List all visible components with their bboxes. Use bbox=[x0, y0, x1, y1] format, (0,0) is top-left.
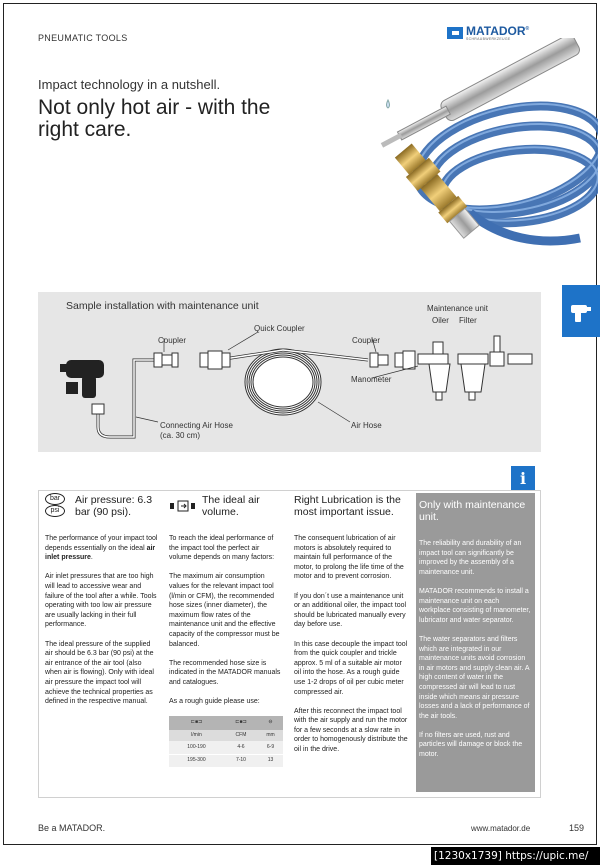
brand-logo-icon bbox=[447, 27, 463, 39]
impact-wrench-tab-icon[interactable] bbox=[562, 285, 600, 337]
air-pressure-paragraph: The ideal pressure of the supplied air should be 6.3 bar (90 psi) at the air entrance of the air tool (also when air is flowing). Only with ideal air pressure the impact tool will achieve the technical properties as defined in the respective manual. bbox=[45, 640, 154, 706]
lubrication-column bbox=[294, 492, 410, 764]
label-filter: Filter bbox=[459, 316, 477, 325]
air-volume-paragraph: The maximum air consumption values for the relevant impact tool (l/min or CFM), the recommended hose sizes (inner diameter), the maximum flow rates of the maintenance unit and the effective capacity of the compressor must be balanced. bbox=[169, 573, 280, 648]
air-pressure-paragraph: Air inlet pressures that are too high will lead to accessive wear and failure of the tool after a while. Tools operating with too low air pressure are usually lacking in their full performance. bbox=[45, 573, 157, 629]
brand-name: MATADOR bbox=[466, 24, 526, 38]
lubrication-paragraph: In this case decouple the impact tool from the quick coupler and trickle approx. 5 ml of a suitable air motor oil into the hose. As a rough guide use 1-2 drops of oil per cubic meter compressed air. bbox=[294, 640, 408, 696]
label-connecting-hose-length: (ca. 30 cm) bbox=[160, 431, 201, 440]
hose-size-table bbox=[169, 716, 283, 768]
maintenance-paragraph: The reliability and durability of an impact tool can significantly be improved by the assembly of a maintenance unit. bbox=[419, 540, 522, 576]
brand-subtitle: SCHRAUBWERKZEUGE bbox=[466, 37, 511, 41]
air-pressure-intro: The performance of your impact tool depends essentially on the ideal air inlet pressure. bbox=[45, 535, 158, 562]
air-volume-icon bbox=[169, 498, 197, 514]
footer-url-link[interactable]: www.matador.de bbox=[471, 824, 531, 833]
blow-gun-hose-image bbox=[330, 38, 598, 270]
air-volume-column bbox=[169, 492, 283, 768]
label-coupler-right: Coupler bbox=[352, 336, 381, 345]
label-coupler-left: Coupler bbox=[158, 336, 187, 345]
air-volume-paragraph: The recommended hose size is indicated in the MATADOR manuals and catalogues. bbox=[169, 659, 281, 686]
page-headline: Not only hot air - with the right care. bbox=[38, 96, 271, 141]
bar-psi-icon: bar psi bbox=[45, 493, 69, 519]
lubrication-paragraph: If you don´t use a maintenance unit or an additional oiler, the impact tool should be lubricated manually every day before use. bbox=[294, 592, 407, 629]
lubrication-paragraph: After this reconnect the impact tool with the air supply and run the motor for a few seconds at a slow rate in order to homogenously distribute the oil in the drive. bbox=[294, 707, 408, 754]
lubrication-paragraph: The consequent lubrication of air motors is absolutely required to maintain full performance of the motor, to prolong the life time of the motor and to prevent corrosion. bbox=[294, 535, 404, 581]
tool-icon: ⊏■⊐ bbox=[224, 716, 258, 730]
maintenance-title: Only with maintenance unit. bbox=[419, 499, 526, 523]
image-host-watermark: [1230x1739] https://upic.me/ bbox=[431, 847, 600, 865]
footer-slogan: Be a MATADOR. bbox=[38, 823, 106, 833]
installation-diagram bbox=[38, 292, 541, 452]
lubrication-title: Right Lubrication is the most important issue. bbox=[294, 494, 401, 518]
air-volume-paragraph: As a rough guide please use: bbox=[169, 698, 260, 706]
table-row: 100-190 4-6 6-9 bbox=[169, 741, 283, 754]
air-pressure-title: Air pressure: 6.3 bar (90 psi). bbox=[75, 494, 153, 518]
diagram-title: Sample installation with maintenance unit bbox=[66, 300, 259, 312]
intro-kicker: Impact technology in a nutshell. bbox=[38, 77, 221, 92]
label-oiler: Oiler bbox=[432, 316, 449, 325]
label-quick-coupler: Quick Coupler bbox=[254, 324, 305, 333]
page-number: 159 bbox=[569, 823, 585, 833]
maintenance-column bbox=[416, 493, 535, 792]
table-row: 195-300 7-10 13 bbox=[169, 754, 283, 767]
hose-diameter-icon: ⊖ bbox=[258, 716, 283, 730]
brand-mark: ® bbox=[525, 26, 530, 32]
tool-icon: ⊏■⊐ bbox=[169, 716, 224, 730]
table-header: mm bbox=[258, 730, 283, 741]
info-icon: i bbox=[511, 466, 535, 490]
section-label: PNEUMATIC TOOLS bbox=[38, 33, 128, 43]
maintenance-paragraph: If no filters are used, rust and particles will damage or block the motor. bbox=[419, 731, 523, 759]
table-header: CFM bbox=[224, 730, 258, 741]
maintenance-paragraph: MATADOR recommends to install a maintenance unit on each workplace consisting of manometer, lubricator and water separator. bbox=[419, 587, 531, 624]
label-connecting-hose: Connecting Air Hose bbox=[160, 421, 233, 430]
table-header: l/min bbox=[169, 730, 224, 741]
label-manometer: Manometer bbox=[351, 375, 392, 384]
air-volume-title: The ideal air volume. bbox=[202, 494, 260, 518]
label-maintenance-unit: Maintenance unit bbox=[427, 304, 488, 313]
air-pressure-column bbox=[45, 492, 158, 716]
label-air-hose: Air Hose bbox=[351, 421, 382, 430]
maintenance-paragraph: The water separators and filters which are integrated in our maintenance units avoid corrosion in air motors and supply clean air. A high content of water in the compressed air will lead to rust inside which means air pressure losses and a lack of performance of the air tools. bbox=[419, 635, 530, 720]
air-volume-paragraph: To reach the ideal performance of the impact tool the perfect air volume depends on many factors: bbox=[169, 535, 275, 562]
